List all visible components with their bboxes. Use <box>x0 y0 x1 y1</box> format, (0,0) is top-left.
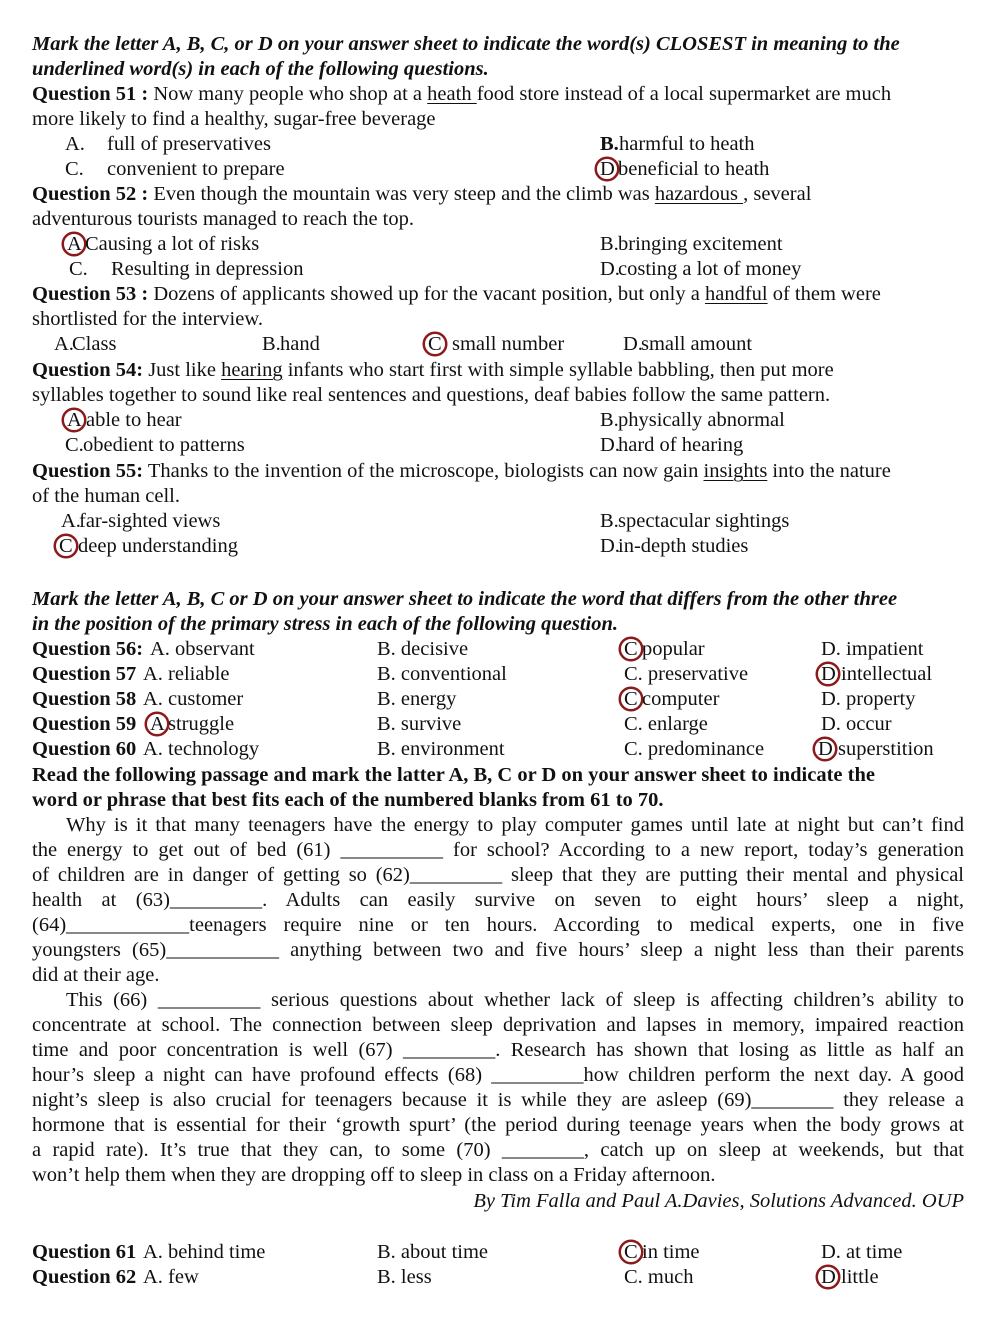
option-c[interactable]: C. enlarge <box>624 713 708 735</box>
option-a[interactable]: A. few <box>143 1266 199 1288</box>
option-d-letter[interactable]: D. <box>600 258 620 280</box>
option-d-text: small amount <box>641 333 753 355</box>
option-a-text: able to hear <box>86 409 182 431</box>
option-a[interactable]: A. behind time <box>143 1241 266 1263</box>
option-b-text: physically abnormal <box>618 409 785 431</box>
question-text: infants who start first with simple syllable babbling, then put more <box>282 359 834 381</box>
option-d-text: in-depth studies <box>618 535 749 557</box>
option-d-text: superstition <box>838 738 934 760</box>
question-text: of them were <box>767 283 881 305</box>
section1-instruction-line1: Mark the letter A, B, C, or D on your answer sheet to indicate the word(s) CLOSEST in meaning to the <box>32 33 900 55</box>
question-text: Dozens of applicants showed up for the vacant position, but only a <box>148 283 705 305</box>
option-c-text: deep understanding <box>78 535 238 557</box>
option-d-letter[interactable]: D. <box>623 333 643 355</box>
q52-options-row1 <box>32 232 964 257</box>
question-label: Question 60 <box>32 738 137 760</box>
passage-line: a rapid rate). It’s true that they can, to some (70) ________, catch up on sleep at weekends, but that <box>32 1139 964 1161</box>
section3-instruction-line1: Read the following passage and mark the latter A, B, C or D on your answer sheet to indicate the <box>32 764 875 786</box>
option-b-text: harmful to heath <box>619 133 755 155</box>
option-d-letter[interactable]: D. <box>600 434 620 456</box>
question-label: Question 53 : <box>32 283 149 305</box>
question-62 <box>32 1265 964 1290</box>
option-a-letter[interactable]: A. <box>54 333 74 355</box>
option-b-letter[interactable]: B. <box>600 133 619 155</box>
option-a-letter-circled-answer[interactable]: A <box>150 713 165 735</box>
question-51-line2: more likely to find a healthy, sugar-free beverage <box>32 108 436 130</box>
option-d[interactable]: D. at time <box>821 1241 903 1263</box>
question-label: Question 58 <box>32 688 137 710</box>
q55-options-row2 <box>32 534 964 559</box>
option-b-text: bringing excitement <box>618 233 783 255</box>
option-b-letter[interactable]: B. <box>600 233 619 255</box>
option-c-text: in time <box>642 1241 700 1263</box>
passage-line: hormone that is essential for their ‘growth spurt’ (the period during teenage years when the body grows at <box>32 1114 964 1136</box>
question-label: Question 52 : <box>32 183 149 205</box>
question-54-line2: syllables together to sound like real sentences and questions, deaf babies follow the same pattern. <box>32 384 831 406</box>
question-label: Question 56: <box>32 638 144 660</box>
option-c-text: popular <box>642 638 705 660</box>
question-label: Question 51 : <box>32 83 149 105</box>
underlined-word: heath <box>427 83 477 105</box>
question-60 <box>32 737 964 762</box>
option-a[interactable]: A. observant <box>150 638 255 660</box>
option-b-letter[interactable]: B. <box>262 333 281 355</box>
q51-options-row2 <box>32 157 964 182</box>
passage-attribution: By Tim Falla and Paul A.Davies, Solutions Advanced. OUP <box>473 1190 964 1212</box>
passage-line: Why is it that many teenagers have the energy to play computer games until late at night but can’t find <box>66 814 964 836</box>
option-c-letter[interactable]: C. <box>65 158 84 180</box>
passage-line: time and poor concentration is well (67) _________. Research has shown that losing as little as half an <box>32 1039 964 1061</box>
option-a-text: struggle <box>168 713 235 735</box>
option-d-text: costing a lot of money <box>618 258 802 280</box>
option-b-letter[interactable]: B. <box>600 510 619 532</box>
q53-options-row <box>32 332 964 357</box>
option-c[interactable]: C. much <box>624 1266 694 1288</box>
option-c-text: obedient to patterns <box>83 434 245 456</box>
passage-line: (64)____________teenagers require nine or ten hours. According to medical experts, one in five <box>32 914 964 936</box>
option-d-text: intellectual <box>841 663 933 685</box>
question-label: Question 55: <box>32 460 144 482</box>
passage-line: health at (63)_________. Adults can easily survive on seven to eight hours’ sleep a night, <box>32 889 964 911</box>
underlined-word: handful <box>704 283 768 305</box>
option-d-letter-circled-answer[interactable]: D <box>818 738 833 760</box>
q54-options-row2 <box>32 433 964 458</box>
question-61 <box>32 1240 964 1265</box>
passage-line: concentrate at school. The connection between sleep deprivation and lapses in memory, impaired reaction <box>32 1014 964 1036</box>
question-57 <box>32 662 964 687</box>
section2-instruction-line1: Mark the letter A, B, C or D on your answer sheet to indicate the word that differs from the other three <box>32 588 898 610</box>
section1-instruction-line2: underlined word(s) in each of the following questions. <box>32 58 489 80</box>
question-label: Question 59 <box>32 713 137 735</box>
question-text: Even though the mountain was very steep and the climb was <box>148 183 655 205</box>
option-a-text: Causing a lot of risks <box>85 233 260 255</box>
option-c-letter-circled-answer[interactable]: C <box>59 535 73 557</box>
underlined-word: insights <box>703 460 768 482</box>
q55-options-row1 <box>32 509 964 534</box>
underlined-word: hazardous <box>654 183 744 205</box>
question-text: , several <box>743 183 812 205</box>
option-b[interactable]: B. energy <box>377 688 457 710</box>
passage-line: won’t help them when they are dropping off to sleep in class on a Friday afternoon. <box>32 1164 716 1186</box>
option-c-letter[interactable]: C. <box>65 434 84 456</box>
option-d-letter-circled-answer[interactable]: D <box>821 1266 836 1288</box>
question-51 <box>32 82 964 107</box>
option-b-text: spectacular sightings <box>618 510 790 532</box>
option-c-text: computer <box>642 688 720 710</box>
passage-line: youngsters (65)___________ anything between two and five hours’ sleep a night less than their parents <box>32 939 964 961</box>
section3-instruction-line2: word or phrase that best fits each of the numbered blanks from 61 to 70. <box>32 789 664 811</box>
question-53 <box>32 282 964 307</box>
option-a-letter[interactable]: A. <box>65 133 85 155</box>
passage-line: did at their age. <box>32 964 160 986</box>
option-c-text: Resulting in depression <box>111 258 304 280</box>
option-c-letter-circled-answer[interactable]: C <box>624 1241 638 1263</box>
option-c-text: convenient to prepare <box>107 158 285 180</box>
passage-line: of children are in danger of getting so (62)_________ sleep that they are putting their mental and physical <box>32 864 964 886</box>
question-54 <box>32 358 964 383</box>
question-text: Now many people who shop at a <box>148 83 428 105</box>
question-52-line2: adventurous tourists managed to reach the top. <box>32 208 414 230</box>
option-c-letter[interactable]: C. <box>69 258 88 280</box>
question-text: food store instead of a local supermarket are much <box>476 83 892 105</box>
passage-line: hour’s sleep a night can have profound effects (68) _________how children perform the next day. A good <box>32 1064 964 1086</box>
option-a-letter-circled-answer[interactable]: A <box>67 409 82 431</box>
question-label: Question 62 <box>32 1266 137 1288</box>
question-55-line2: of the human cell. <box>32 485 181 507</box>
option-a[interactable]: A. customer <box>143 688 244 710</box>
underlined-word: hearing <box>221 359 283 381</box>
passage-line: night’s sleep is also crucial for teenagers because it is while they are asleep (69)________ they release a <box>32 1089 964 1111</box>
option-c[interactable]: C. predominance <box>624 738 765 760</box>
option-b[interactable]: B. less <box>377 1266 432 1288</box>
option-d-letter-circled-answer[interactable]: D <box>600 158 615 180</box>
question-label: Question 57 <box>32 663 137 685</box>
option-c[interactable]: C. preservative <box>624 663 749 685</box>
question-59 <box>32 712 964 737</box>
option-d[interactable]: D. property <box>821 688 916 710</box>
option-b-letter[interactable]: B. <box>600 409 619 431</box>
option-b[interactable]: B. conventional <box>377 663 507 685</box>
option-b[interactable]: B. survive <box>377 713 462 735</box>
question-label: Question 61 <box>32 1241 137 1263</box>
option-d-text: hard of hearing <box>618 434 744 456</box>
option-a-text: Class <box>72 333 117 355</box>
option-a-letter[interactable]: A. <box>61 510 81 532</box>
option-c-letter-circled-answer[interactable]: C <box>428 333 442 355</box>
option-a-letter-circled-answer[interactable]: A <box>67 233 82 255</box>
q54-options-row1 <box>32 408 964 433</box>
option-c-letter-circled-answer[interactable]: C <box>624 638 638 660</box>
option-d[interactable]: D. occur <box>821 713 892 735</box>
option-a[interactable]: A. technology <box>143 738 260 760</box>
option-b[interactable]: B. about time <box>377 1241 489 1263</box>
passage-line: the energy to get out of bed (61) __________ for school? According to a new report, today’s generation <box>32 839 964 861</box>
option-b-text: hand <box>280 333 320 355</box>
q51-options-row1 <box>32 132 964 157</box>
option-a[interactable]: A. reliable <box>143 663 230 685</box>
option-a-text: full of preservatives <box>107 133 271 155</box>
q52-options-row2 <box>32 257 964 282</box>
option-b[interactable]: B. environment <box>377 738 505 760</box>
option-d[interactable]: D. impatient <box>821 638 924 660</box>
option-d-letter-circled-answer[interactable]: D <box>821 663 836 685</box>
option-c-letter-circled-answer[interactable]: C <box>624 688 638 710</box>
option-d-text: beneficial to heath <box>618 158 770 180</box>
question-text: Just like <box>143 359 222 381</box>
passage-line: This (66) __________ serious questions about whether lack of sleep is affecting children’s ability to <box>66 989 964 1011</box>
question-53-line2: shortlisted for the interview. <box>32 308 263 330</box>
option-d-letter[interactable]: D. <box>600 535 620 557</box>
question-55 <box>32 459 964 484</box>
option-c-text: small number <box>452 333 565 355</box>
question-56 <box>32 637 964 662</box>
question-text: into the nature <box>767 460 891 482</box>
section2-instruction-line2: in the position of the primary stress in each of the following question. <box>32 613 619 635</box>
question-label: Question 54: <box>32 359 144 381</box>
option-b[interactable]: B. decisive <box>377 638 469 660</box>
option-d-text: little <box>841 1266 879 1288</box>
question-58 <box>32 687 964 712</box>
option-a-text: far-sighted views <box>79 510 221 532</box>
question-52 <box>32 182 964 207</box>
question-text: Thanks to the invention of the microscope, biologists can now gain <box>143 460 704 482</box>
